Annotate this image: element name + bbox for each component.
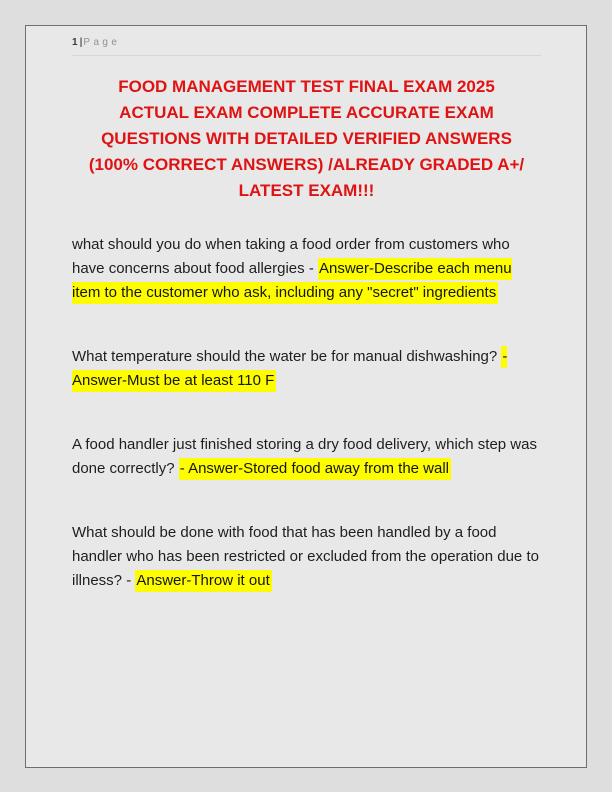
qa-item-1 bbox=[72, 233, 541, 305]
page-label: Page bbox=[83, 37, 121, 48]
title-line: ACTUAL EXAM COMPLETE ACCURATE EXAM bbox=[119, 103, 494, 122]
page-number-separator: | bbox=[79, 37, 83, 48]
question-text: What should be done with food that has been handled by a food handler who has been restricted or excluded from the operation due to illness? - bbox=[72, 524, 539, 589]
qa-item-4 bbox=[72, 521, 541, 593]
qa-item-2 bbox=[72, 345, 541, 393]
question-text: What temperature should the water be for manual dishwashing? bbox=[72, 348, 502, 365]
title-line: (100% CORRECT ANSWERS) /ALREADY GRADED A+/ bbox=[88, 155, 525, 174]
document-title bbox=[72, 74, 541, 204]
answer-highlight: - Answer-Must be at least 110 F bbox=[72, 346, 507, 392]
title-line: LATEST EXAM!!! bbox=[238, 181, 375, 200]
page-number: 1 bbox=[72, 37, 79, 48]
title-line: QUESTIONS WITH DETAILED VERIFIED ANSWERS bbox=[101, 129, 512, 148]
answer-highlight: Answer-Describe each menu item to the customer who ask, including any "secret" ingredients bbox=[72, 258, 512, 304]
title-line: FOOD MANAGEMENT TEST FINAL EXAM 2025 bbox=[118, 77, 495, 96]
questions-list bbox=[72, 233, 541, 593]
question-text: what should you do when taking a food order from customers who have concerns about food allergies - bbox=[72, 236, 510, 277]
qa-item-3 bbox=[72, 433, 541, 481]
question-text: A food handler just finished storing a dry food delivery, which step was done correctly? bbox=[72, 436, 537, 477]
page-header bbox=[72, 36, 541, 56]
document-page bbox=[25, 25, 587, 768]
answer-highlight: Answer-Throw it out bbox=[135, 570, 271, 592]
answer-highlight: - Answer-Stored food away from the wall bbox=[179, 458, 451, 480]
